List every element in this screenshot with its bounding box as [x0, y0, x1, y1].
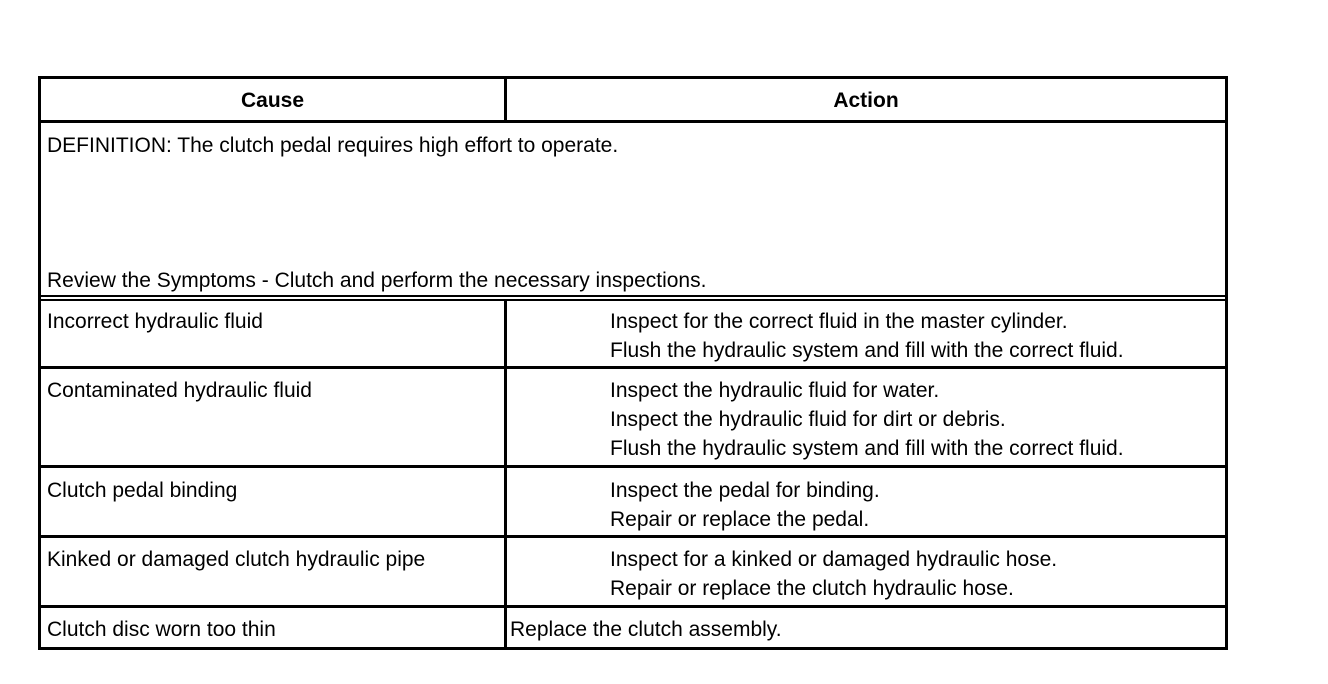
- header-cause: Cause: [240, 89, 305, 112]
- action-line: Flush the hydraulic system and fill with the correct fluid.: [610, 437, 1124, 460]
- action-cell: [510, 615, 782, 644]
- definition-text: DEFINITION: The clutch pedal requires high effort to operate.: [47, 134, 619, 157]
- definition-rule-2: [41, 299, 1225, 301]
- action-cell: [610, 376, 1124, 463]
- row-rule: [41, 535, 1225, 538]
- header-rule: [41, 120, 1225, 123]
- action-line: Replace the clutch assembly.: [510, 618, 782, 641]
- action-cell: [610, 545, 1057, 603]
- row-rule: [41, 465, 1225, 468]
- definition-instructions: Review the Symptoms - Clutch and perform the necessary inspections.: [47, 269, 707, 292]
- cause-cell: Contaminated hydraulic fluid: [47, 379, 312, 402]
- action-line: Flush the hydraulic system and fill with the correct fluid.: [610, 339, 1124, 362]
- header-action: Action: [833, 89, 899, 112]
- action-line: Inspect the pedal for binding.: [610, 479, 880, 502]
- action-line: Repair or replace the clutch hydraulic hose.: [610, 577, 1014, 600]
- cause-cell: Kinked or damaged clutch hydraulic pipe: [47, 548, 426, 571]
- action-line: Inspect the hydraulic fluid for dirt or debris.: [610, 408, 1006, 431]
- cause-cell: Clutch disc worn too thin: [47, 618, 276, 641]
- action-line: Repair or replace the pedal.: [610, 508, 870, 531]
- row-rule: [41, 366, 1225, 369]
- action-line: Inspect for the correct fluid in the master cylinder.: [610, 310, 1068, 333]
- diagnostic-table: [38, 76, 1228, 650]
- column-divider: [504, 301, 507, 647]
- action-cell: [610, 307, 1124, 365]
- action-cell: [610, 476, 880, 534]
- definition-rule: [41, 295, 1225, 297]
- cause-cell: Clutch pedal binding: [47, 479, 238, 502]
- cause-cell: Incorrect hydraulic fluid: [47, 310, 263, 333]
- action-line: Inspect for a kinked or damaged hydraulic hose.: [610, 548, 1058, 571]
- header-divider: [504, 79, 507, 120]
- row-rule: [41, 605, 1225, 608]
- action-line: Inspect the hydraulic fluid for water.: [610, 379, 940, 402]
